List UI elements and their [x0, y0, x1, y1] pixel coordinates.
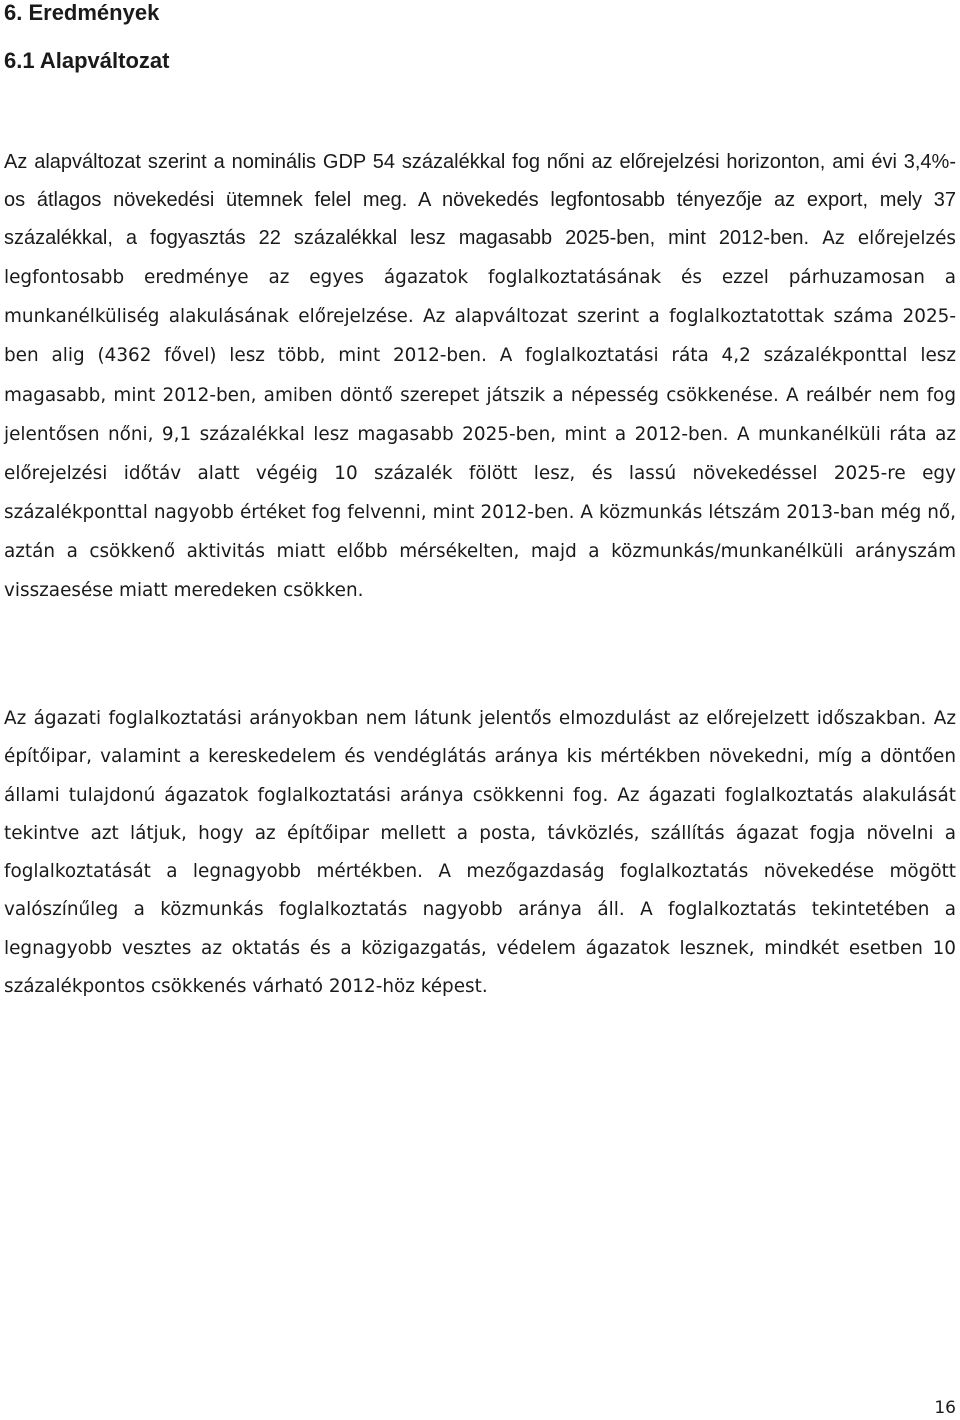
subsection-heading: 6.1 Alapváltozat [4, 48, 170, 73]
page-number: 16 [934, 1398, 956, 1418]
section-heading: 6. Eredmények [4, 0, 160, 25]
paragraph-sectoral-employment: Az ágazati foglalkoztatási arányokban nem látunk jelentős elmozdulást az előrejelzett időszakban. Az építőipar, valamint a kereskedelem és vendéglátás aránya kis mértékben növekedni, míg a döntően állami tulajdonú ágazatok foglalkoztatási aránya csökkenni fog. Az ágazati foglalkoztatás alakulását tekintve azt látjuk, hogy az építőipar mellett a posta, távközlés, szállítás ágazat fogja növelni a foglalkoztatását a legnagyobb mértékben. A mezőgazdaság foglalkoztatás növekedése mögött valószínűleg a közmunkás foglalkoztatás nagyobb aránya áll. A foglalkoztatás tekintetében a legnagyobb vesztes az oktatás és a közigazgatás, védelem ágazatok lesznek, mindkét esetben 10 százalékpontos csökkenés várható 2012-höz képest. [4, 708, 956, 998]
paragraph-gdp-employment [4, 143, 956, 610]
paragraph-gdp-text: Az alapváltozat szerint a nominális GDP 54 százalékkal fog nőni az előrejelzési horizonton, ami évi 3,4%-os átlagos növekedési ütemnek felel meg. A növekedés legfontosabb tényezője az export, mely 37 százalékkal, a fogyasztás 22 százalékkal lesz magasabb 2025-ben, mint 2012-ben. [4, 151, 956, 250]
paragraph-employment-text: Az előrejelzés legfontosabb eredménye az egyes ágazatok foglalkoztatásának és ezzel párhuzamosan a munkanélküliség alakulásának előrejelzése. Az alapváltozat szerint a foglalkoztatottak száma 2025-ben alig (4362 fővel) lesz több, mint 2012-ben. A foglalkoztatási ráta 4,2 százalékponttal lesz magasabb, mint 2012-ben, amiben döntő szerepet játszik a népesség csökkenése. A reálbér nem fog jelentősen nőni, 9,1 százalékkal lesz magasabb 2025-ben, mint a 2012-ben. A munkanélküli ráta az előrejelzési időtáv alatt végéig 10 százalék fölött lesz, és lassú növekedéssel 2025-re egy százalékponttal nagyobb értéket fog felvenni, mint 2012-ben. A közmunkás létszám 2013-ban még nő, aztán a csökkenő aktivitás miatt előbb mérsékelten, majd a közmunkás/munkanélküli arányszám visszaesése miatt meredeken csökken. [4, 228, 956, 602]
